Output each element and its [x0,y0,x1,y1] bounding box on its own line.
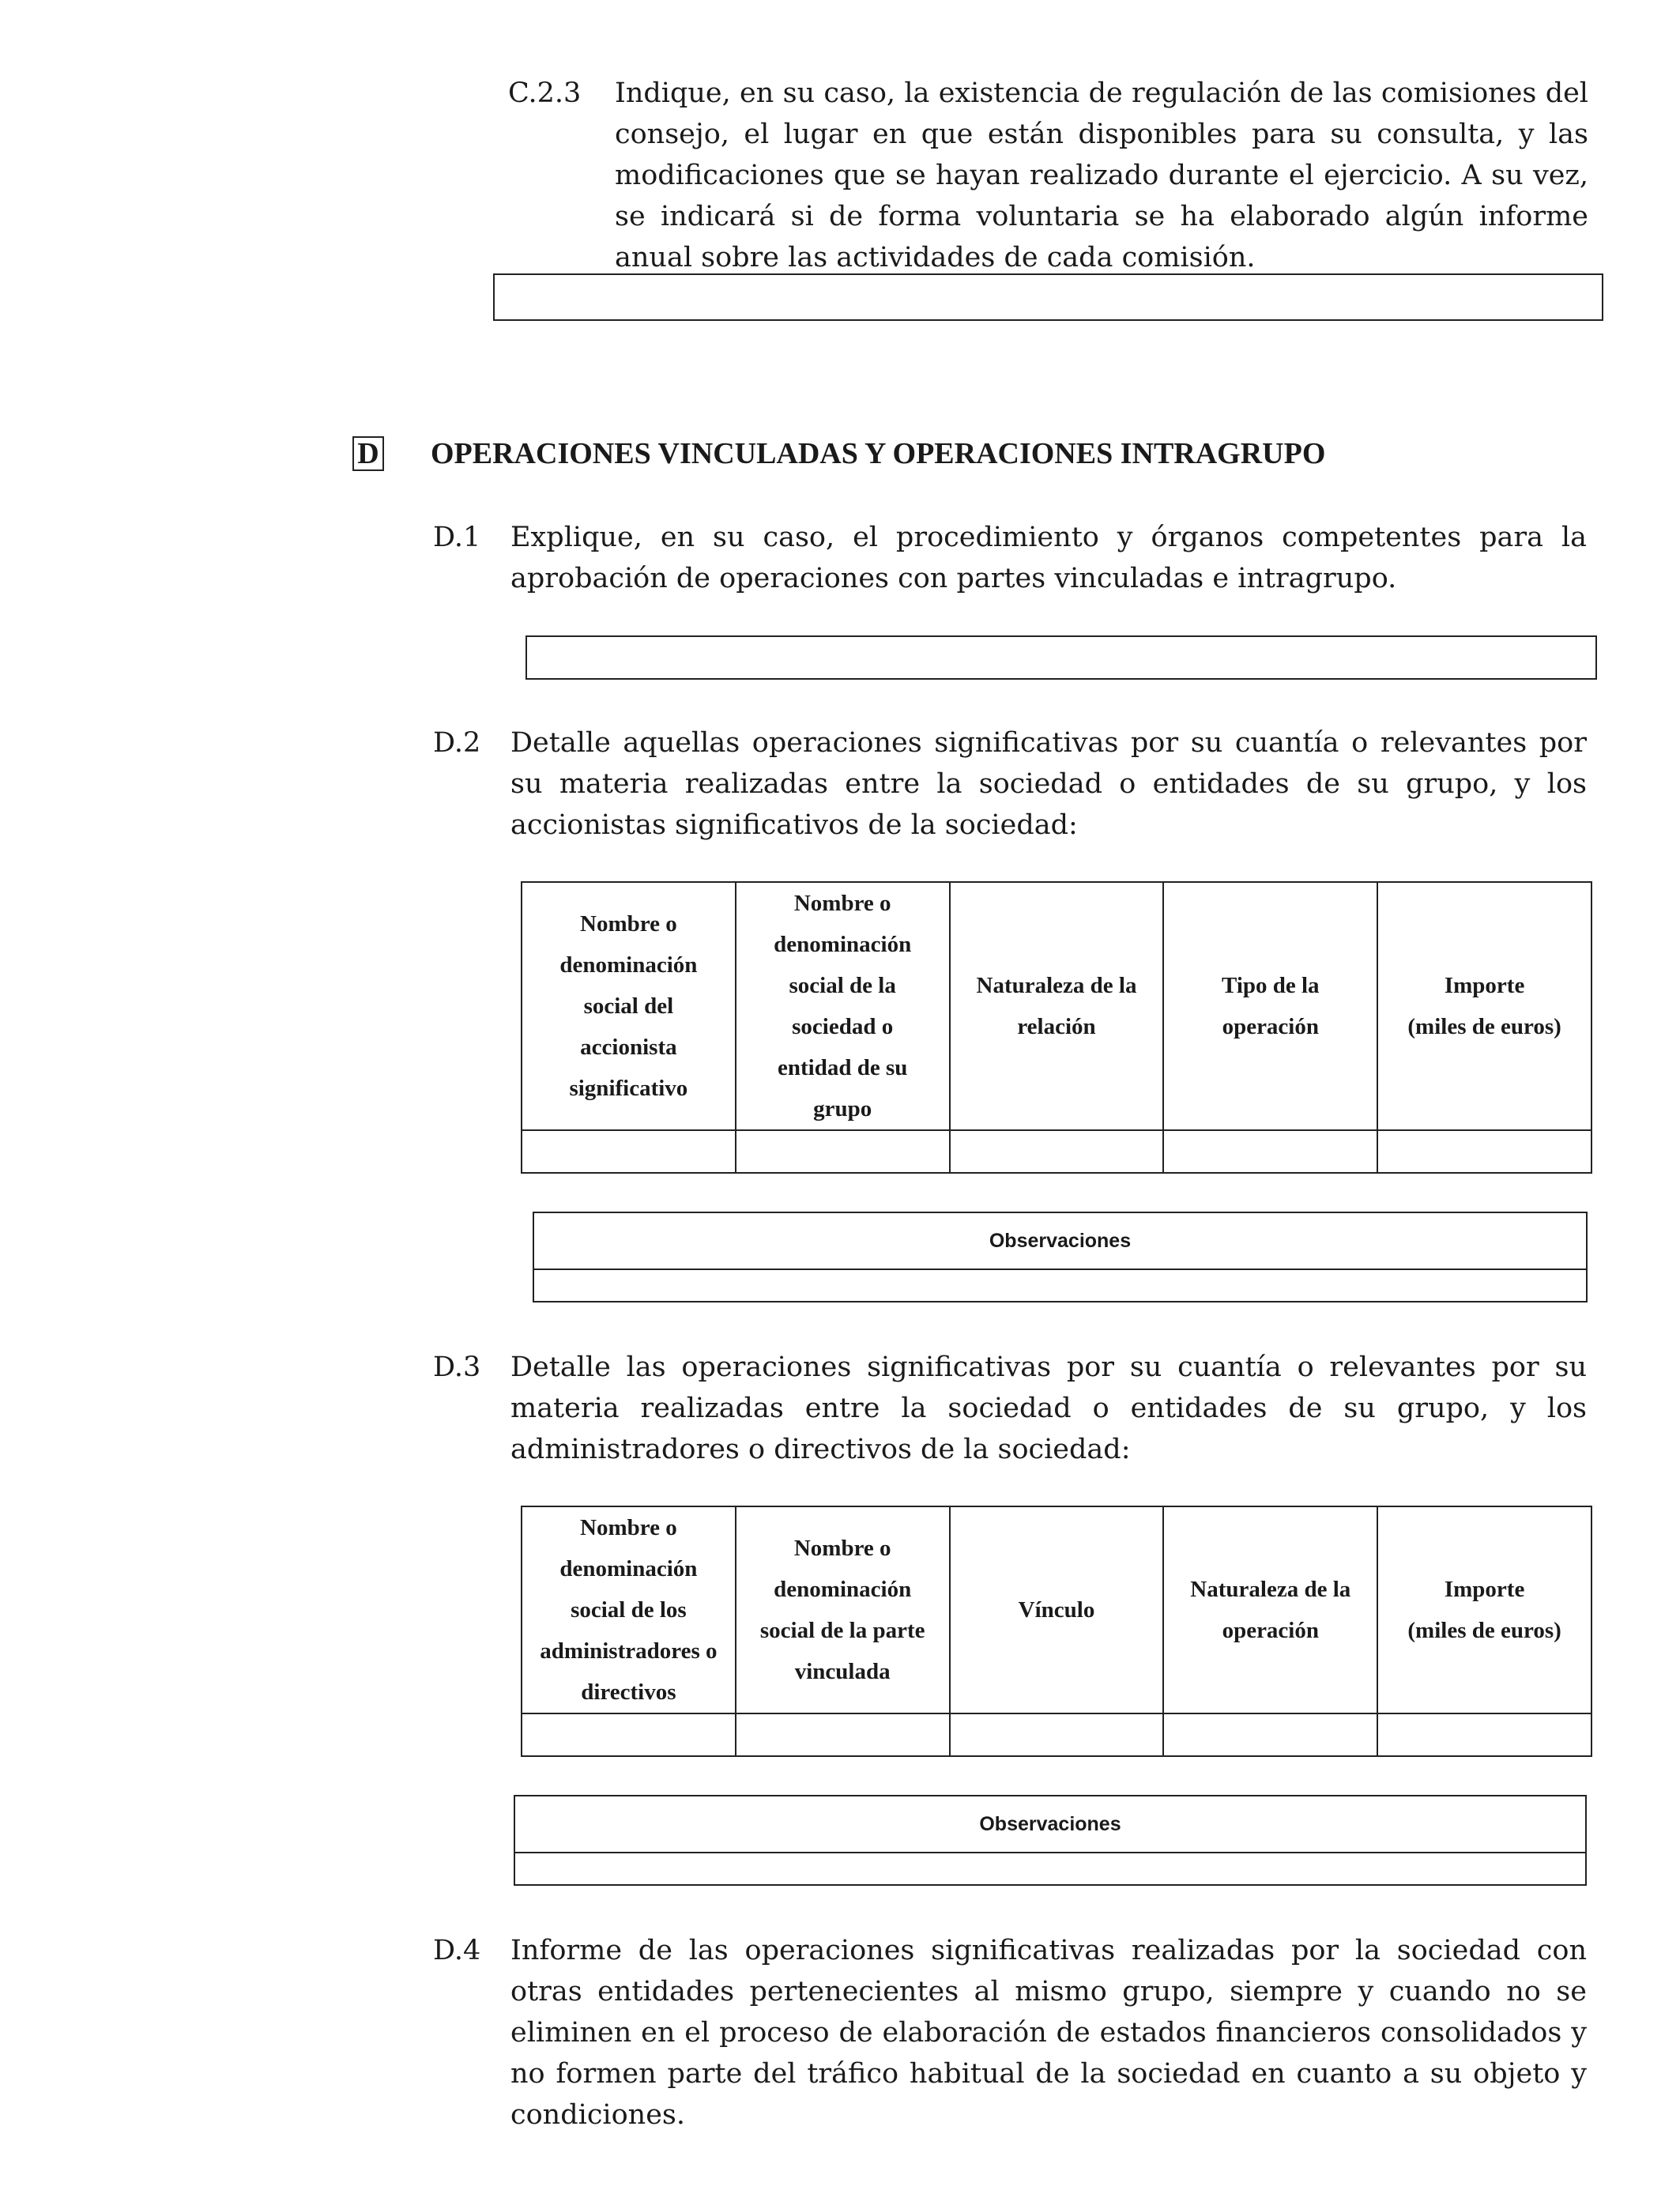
table-cell[interactable] [1377,1713,1591,1756]
header-company-name: Nombre o denominación social de la sociedad o entidad de su grupo [736,882,950,1130]
table-cell[interactable] [950,1713,1164,1756]
header-amount: Importe (miles de euros) [1377,1506,1591,1713]
observations-box-d3 [514,1795,1587,1886]
item-text-d2: Detalle aquellas operaciones significativas por su cuantía o relevantes por su materia realizadas entre la sociedad o entidades de su grupo, y los accionistas significativos de la sociedad: [510,727,1587,841]
answer-box-c23[interactable] [493,273,1603,321]
header-related-party-name: Nombre o denominación social de la parte vinculada [736,1506,950,1713]
item-number-d2: D.2 [433,727,481,759]
observations-box-d2 [533,1212,1588,1302]
item-number-d1: D.1 [433,522,481,553]
table-row [522,1713,1591,1756]
header-operation-nature: Naturaleza de la operación [1163,1506,1377,1713]
item-text-d4: Informe de las operaciones significativas realizadas por la sociedad con otras entidades pertenecientes al mismo grupo, siempre y cuando no se eliminen en el proceso de elaboración de estados financieros consolidados y no formen parte del tráfico habitual de la sociedad en cuanto a su objeto y condiciones. [510,1935,1587,2131]
header-relationship-nature: Naturaleza de la relación [950,882,1164,1130]
table-cell[interactable] [1377,1130,1591,1173]
table-cell[interactable] [1163,1130,1377,1173]
table-cell[interactable] [950,1130,1164,1173]
header-shareholder-name: Nombre o denominación social del accionista significativo [522,882,736,1130]
observations-field[interactable] [534,1270,1586,1302]
table-cell[interactable] [736,1130,950,1173]
header-director-name: Nombre o denominación social de los administradores o directivos [522,1506,736,1713]
table-cell[interactable] [736,1713,950,1756]
header-amount: Importe (miles de euros) [1377,882,1591,1130]
table-cell[interactable] [522,1713,736,1756]
table-cell[interactable] [1163,1713,1377,1756]
section-title-d: OPERACIONES VINCULADAS Y OPERACIONES INTRAGRUPO [431,437,1326,470]
item-number-d4: D.4 [433,1935,481,1966]
table-header-row [522,1506,1591,1713]
answer-box-d1[interactable] [525,635,1597,680]
header-operation-type: Tipo de la operación [1163,882,1377,1130]
observations-field[interactable] [515,1853,1585,1886]
section-letter-d: D [352,436,384,471]
header-link: Vínculo [950,1506,1164,1713]
table-shareholder-operations [521,881,1592,1174]
observations-label: Observaciones [534,1213,1586,1270]
observations-label: Observaciones [515,1796,1585,1853]
item-text-c23: Indique, en su caso, la existencia de regulación de las comisiones del consejo, el lugar en que están disponibles para su consulta, y las modificaciones que se hayan realizado durante el ejercicio. A su vez, se indicará si de forma voluntaria se ha elaborado algún informe anual sobre las actividades de cada comisión. [615,77,1588,273]
item-number-c23: C.2.3 [508,77,582,109]
item-text-d3: Detalle las operaciones significativas por su cuantía o relevantes por su materia realizadas entre la sociedad o entidades de su grupo, y los administradores o directivos de la sociedad: [510,1351,1587,1465]
table-header-row [522,882,1591,1130]
item-number-d3: D.3 [433,1351,481,1383]
table-cell[interactable] [522,1130,736,1173]
item-text-d1: Explique, en su caso, el procedimiento y órganos competentes para la aprobación de operaciones con partes vinculadas e intragrupo. [510,522,1587,594]
table-row [522,1130,1591,1173]
table-director-operations [521,1506,1592,1757]
